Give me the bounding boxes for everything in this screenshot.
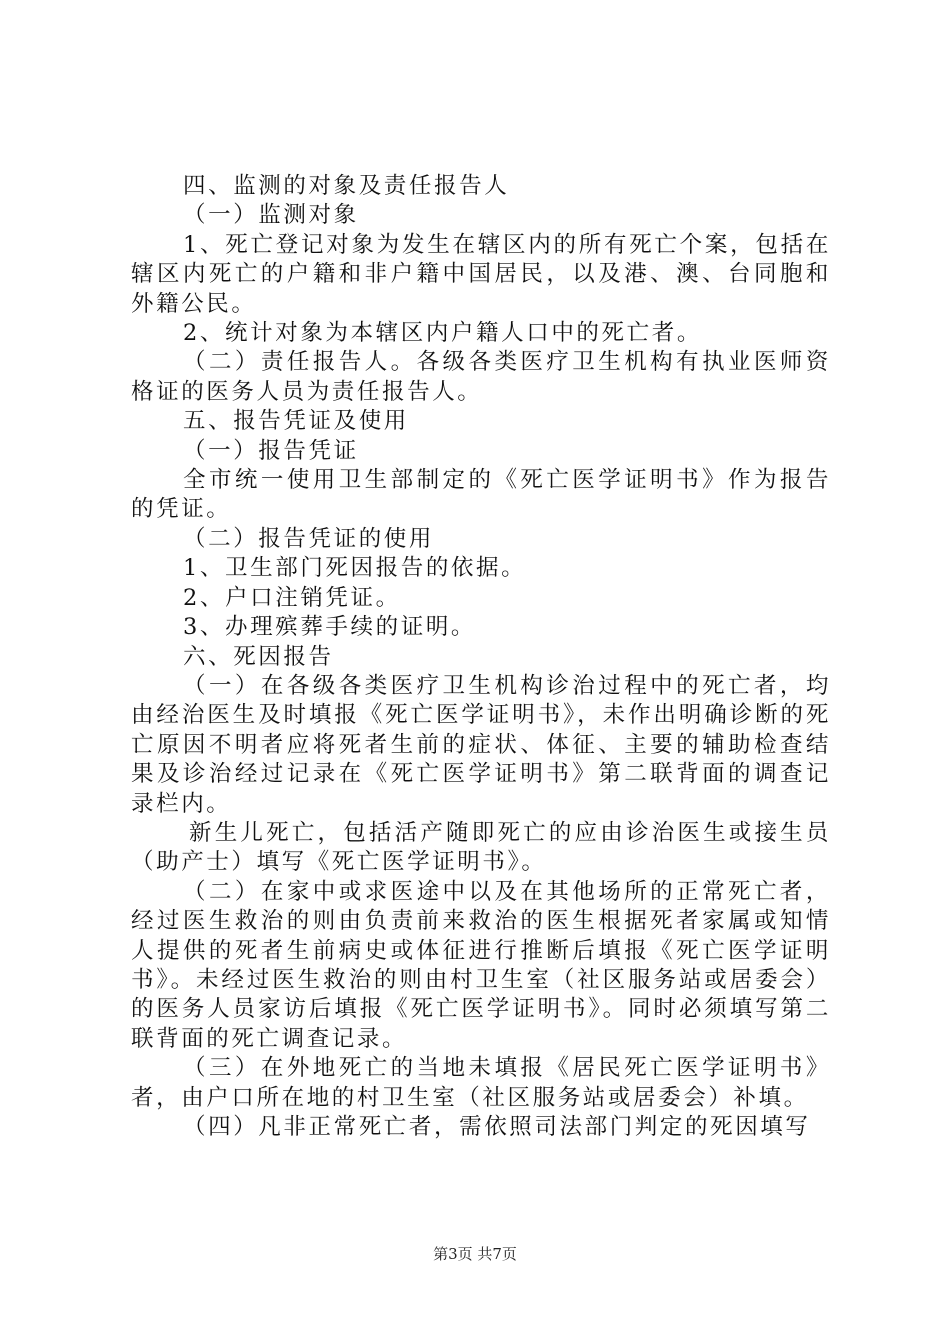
- subsection-heading: （一）监测对象: [183, 202, 359, 229]
- paragraph: 1、死亡登记对象为发生在辖区内的所有死亡个案，包括在辖区内死亡的户籍和非户籍中国居民，以及港、澳、台同胞和外籍公民。: [131, 231, 831, 317]
- paragraph: 2、统计对象为本辖区内户籍人口中的死亡者。: [183, 320, 702, 347]
- subsection-heading: （一）报告凭证: [183, 437, 359, 464]
- paragraph: （二）在家中或求医途中以及在其他场所的正常死亡者，经过医生救治的则由负责前来救治的医生根据死者家属或知情人提供的死者生前病史或体征进行推断后填报《死亡医学证明书》。未经过医生救治的则由村卫生室（社区服务站或居委会）的医务人员家访后填报《死亡医学证明书》。同时必须填写第二联背面的死亡调查记录。: [131, 878, 831, 1052]
- paragraph: 1、卫生部门死因报告的依据。: [183, 555, 527, 582]
- section-heading: 六、死因报告: [183, 643, 334, 670]
- paragraph: 全市统一使用卫生部制定的《死亡医学证明书》作为报告的凭证。: [131, 467, 831, 523]
- section-heading: 四、监测的对象及责任报告人: [183, 173, 510, 199]
- page-number-footer: 第3页 共7页: [433, 1245, 517, 1263]
- paragraph: 2、户口注销凭证。: [183, 584, 401, 611]
- section-heading: 五、报告凭证及使用: [183, 408, 409, 435]
- subsection-heading: （二）报告凭证的使用: [183, 525, 435, 552]
- document-body: [131, 172, 831, 1142]
- paragraph: （三）在外地死亡的当地未填报《居民死亡医学证明书》者，由户口所在地的村卫生室（社区服务站或居委会）补填。: [131, 1055, 831, 1111]
- paragraph: （四）凡非正常死亡者，需依照司法部门判定的死因填写: [183, 1114, 811, 1140]
- paragraph: （一）在各级各类医疗卫生机构诊治过程中的死亡者，均由经治医生及时填报《死亡医学证明书》，未作出明确诊断的死亡原因不明者应将死者生前的症状、体征、主要的辅助检查结果及诊治经过记录在《死亡医学证明书》第二联背面的调查记录栏内。: [131, 672, 831, 817]
- paragraph: （二）责任报告人。各级各类医疗卫生机构有执业医师资格证的医务人员为责任报告人。: [131, 349, 831, 405]
- paragraph: 新生儿死亡，包括活产随即死亡的应由诊治医生或接生员（助产士）填写《死亡医学证明书》。: [131, 819, 831, 876]
- paragraph: 3、办理殡葬手续的证明。: [183, 614, 477, 641]
